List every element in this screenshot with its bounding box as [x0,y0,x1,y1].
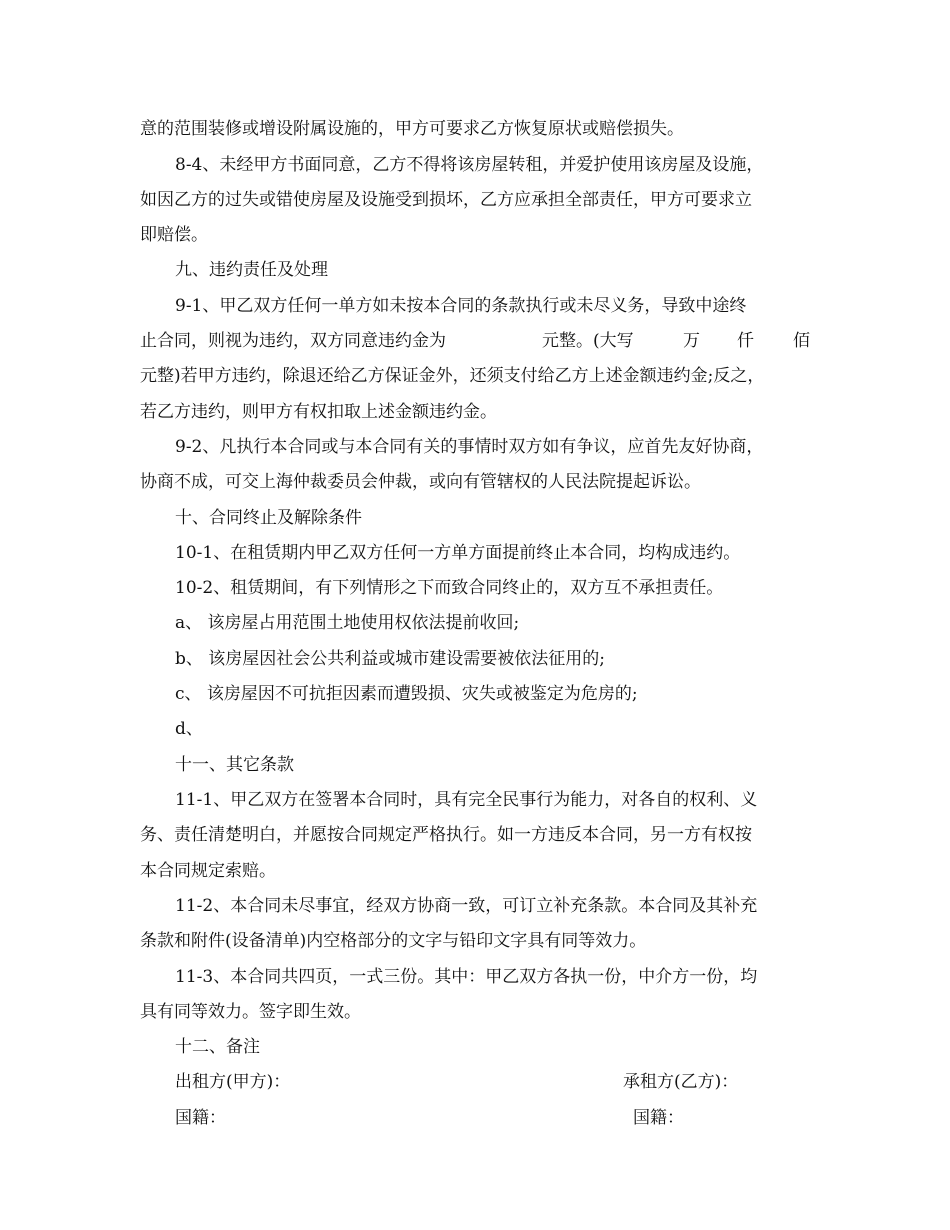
lessor-nationality-label: 国籍： [175,1108,226,1128]
lessor-label: 出租方(甲方)： [175,1072,291,1092]
text-line: 务、责任清楚明白，并愿按合同规定严格执行。如一方违反本合同，另一方有权按 [140,825,752,845]
penalty-qian: 仟 [737,331,754,351]
text-line: 本合同规定索赔。 [140,861,276,881]
text-line: 协商不成，可交上海仲裁委员会仲裁，或向有管辖权的人民法院提起诉讼。 [140,472,701,492]
text-line: 若乙方违约，则甲方有权扣取上述金额违约金。 [140,402,497,422]
section-heading-12: 十二、备注 [175,1037,260,1057]
section-heading-9: 九、违约责任及处理 [175,260,328,280]
text-line: 条款和附件(设备清单)内空格部分的文字与铅印文字具有同等效力。 [140,931,647,951]
penalty-text: 止合同，则视为违约，双方同意违约金为 [140,331,446,351]
list-item-a: a、 该房屋占用范围土地使用权依法提前收回; [175,613,520,633]
section-heading-10: 十、合同终止及解除条件 [175,508,362,528]
penalty-bai: 佰 [793,331,810,351]
text-line: 具有同等效力。签字即生效。 [140,1002,361,1022]
text-line: 即赔偿。 [140,225,208,245]
clause-9-2: 9-2、凡执行本合同或与本合同有关的事情时双方如有争议，应首先友好协商， [175,437,764,457]
list-item-d: d、 [175,719,203,739]
clause-11-3: 11-3、本合同共四页，一式三份。其中：甲乙双方各执一份，中介方一份，均 [175,967,758,987]
clause-11-1: 11-1、甲乙双方在签署本合同时，具有完全民事行为能力，对各自的权利、义 [175,790,758,810]
list-item-b: b、 该房屋因社会公共利益或城市建设需要被依法征用的; [175,649,606,669]
clause-8-4: 8-4、未经甲方书面同意，乙方不得将该房屋转租，并爱护使用该房屋及设施， [175,155,764,175]
lessee-label: 承租方(乙方)： [623,1072,739,1092]
text-line: 如因乙方的过失或错使房屋及设施受到损坏，乙方应承担全部责任，甲方可要求立 [140,190,752,210]
text-line: 意的范围装修或增设附属设施的，甲方可要求乙方恢复原状或赔偿损失。 [140,119,684,139]
clause-11-2: 11-2、本合同未尽事宜，经双方协商一致，可订立补充条款。本合同及其补充 [175,896,758,916]
lessee-nationality-label: 国籍： [633,1108,684,1128]
list-item-c: c、 该房屋因不可抗拒因素而遭毁损、灾失或被鉴定为危房的; [175,684,638,704]
section-heading-11: 十一、其它条款 [175,755,294,775]
clause-10-2: 10-2、租赁期间，有下列情形之下而致合同终止的，双方互不承担责任。 [175,578,724,598]
penalty-unit: 元整。(大写 [542,331,634,351]
clause-9-1: 9-1、甲乙双方任何一单方如未按本合同的条款执行或未尽义务，导致中途终 [175,296,747,316]
clause-10-1: 10-1、在租赁期内甲乙双方任何一方单方面提前终止本合同，均构成违约。 [175,543,741,563]
text-line: 元整)若甲方违约，除退还给乙方保证金外，还须支付给乙方上述金额违约金;反之， [140,366,765,386]
penalty-wan: 万 [683,331,700,351]
